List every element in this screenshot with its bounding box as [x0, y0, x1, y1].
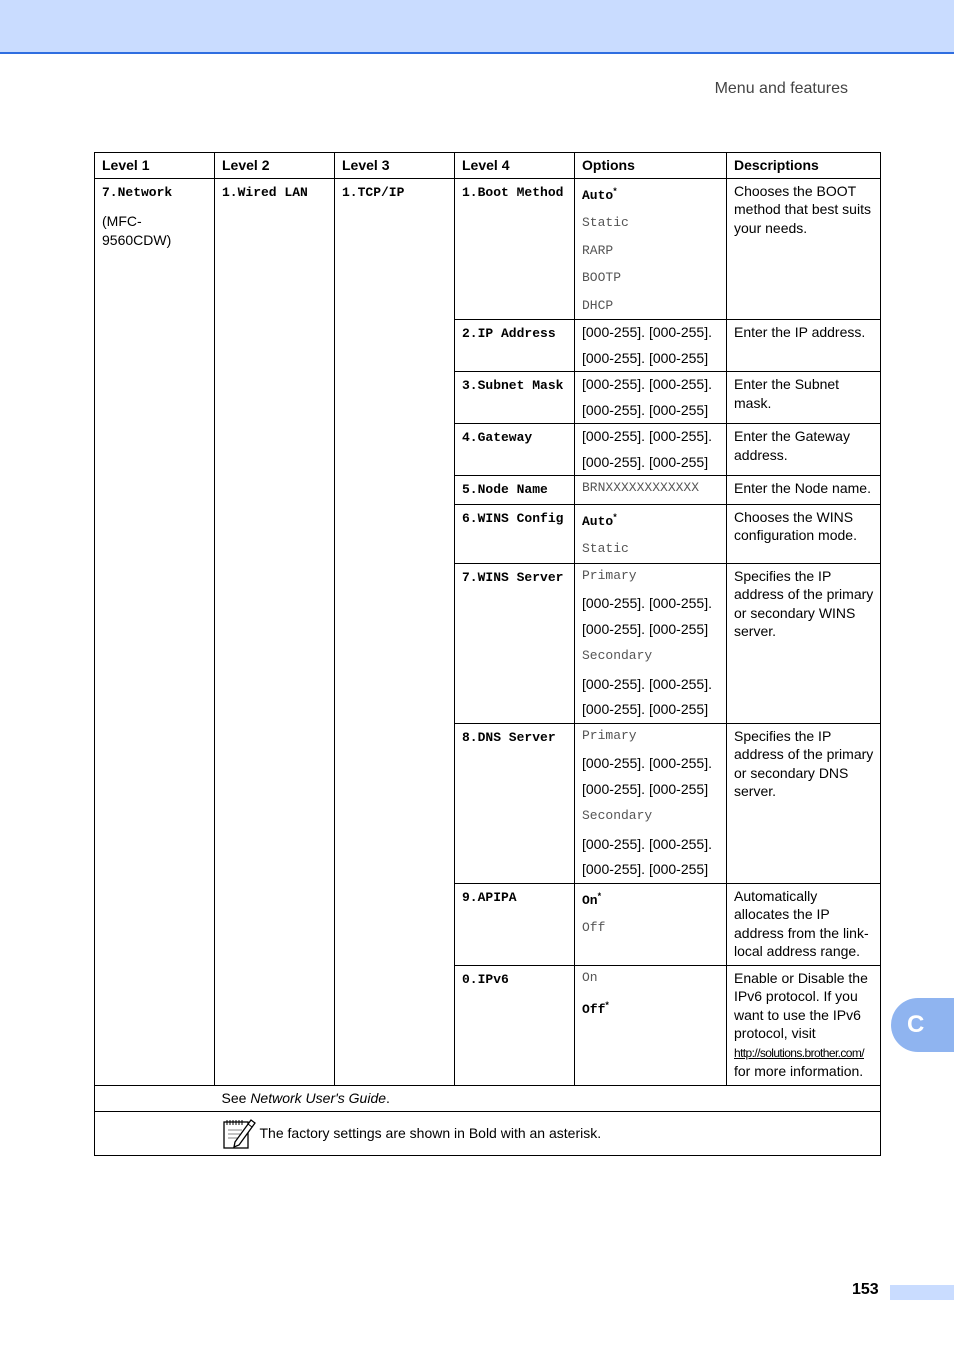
- header-level-2: Level 2: [215, 153, 335, 179]
- table-header-row: [95, 153, 881, 179]
- header-options: Options: [575, 153, 727, 179]
- level3-tcp-ip: 1.TCP/IP: [342, 184, 405, 200]
- option-on-default: On*: [582, 890, 602, 908]
- options-wins-server: Primary [000-255]. [000-255]. [000-255]. [000-255] Secondary [000-255]. [000-255]. [000-255]. [000-255]: [575, 563, 727, 723]
- section-title: Menu and features: [714, 80, 848, 97]
- header-descriptions: Descriptions: [727, 153, 881, 179]
- option-auto-default: Auto*: [582, 511, 617, 529]
- level1-network: 7.Network: [102, 184, 173, 200]
- level3-cell: [335, 178, 455, 1085]
- level4-node-name: 5.Node Name: [455, 476, 575, 505]
- solutions-link[interactable]: http://solutions.brother.com/: [734, 1045, 865, 1060]
- table-row: [95, 178, 881, 320]
- desc-ipv6: Enable or Disable the IPv6 protocol. If you want to use the IPv6 protocol, visit http://solutions.brother.com/ for more information.: [727, 965, 881, 1085]
- desc-dns-server: Specifies the IP address of the primary or secondary DNS server.: [727, 723, 881, 883]
- options-apipa: [575, 883, 727, 965]
- level4-gateway: 4.Gateway: [455, 424, 575, 476]
- header-level-4: Level 4: [455, 153, 575, 179]
- options-ipv6: [575, 965, 727, 1085]
- option-primary: Primary: [582, 727, 637, 743]
- desc-gateway: Enter the Gateway address.: [727, 424, 881, 476]
- page-band: [890, 1285, 954, 1300]
- desc-subnet-mask: Enter the Subnet mask.: [727, 372, 881, 424]
- level4-boot-method: 1.Boot Method: [455, 178, 575, 320]
- level4-ip-address: 2.IP Address: [455, 320, 575, 372]
- menu-table: [94, 152, 881, 1156]
- desc-wins-server: Specifies the IP address of the primary or secondary WINS server.: [727, 563, 881, 723]
- option-auto-default: Auto*: [582, 185, 617, 203]
- desc-wins-config: Chooses the WINS configuration mode.: [727, 504, 881, 563]
- desc-apipa: Automatically allocates the IP address from the link-local address range.: [727, 883, 881, 965]
- see-guide-text: See Network User's Guide.: [215, 1085, 881, 1112]
- option-bootp: BOOTP: [582, 270, 622, 285]
- chapter-letter: C: [907, 1011, 925, 1038]
- options-subnet-mask: [000-255]. [000-255]. [000-255]. [000-255]: [575, 372, 727, 424]
- option-primary: Primary: [582, 567, 637, 583]
- option-off-default: Off*: [582, 1000, 609, 1017]
- level4-wins-server: 7.WINS Server: [455, 563, 575, 723]
- top-band: [0, 0, 954, 54]
- options-dns-server: Primary [000-255]. [000-255]. [000-255]. [000-255] Secondary [000-255]. [000-255]. [000-255]. [000-255]: [575, 723, 727, 883]
- chapter-tab[interactable]: [891, 998, 954, 1052]
- options-node-name: BRNXXXXXXXXXXXX: [575, 476, 727, 505]
- options-ip-address: [000-255]. [000-255]. [000-255]. [000-255]: [575, 320, 727, 372]
- option-secondary: Secondary: [582, 648, 653, 663]
- header-level-3: Level 3: [335, 153, 455, 179]
- level1-model: (MFC-9560CDW): [102, 213, 172, 248]
- level4-dns-server: 8.DNS Server: [455, 723, 575, 883]
- option-on: On: [582, 969, 598, 985]
- level4-wins-config: 6.WINS Config: [455, 504, 575, 563]
- network-users-guide: Network User's Guide: [250, 1089, 387, 1106]
- option-dhcp: DHCP: [582, 297, 614, 313]
- options-boot-method: [575, 178, 727, 320]
- options-gateway: [000-255]. [000-255]. [000-255]. [000-255]: [575, 424, 727, 476]
- factory-note: The factory settings are shown in Bold with an asterisk.: [215, 1112, 881, 1156]
- option-secondary: Secondary: [582, 808, 653, 823]
- option-rarp: RARP: [582, 242, 614, 258]
- note-row: [95, 1112, 881, 1156]
- options-wins-config: [575, 504, 727, 563]
- page-number: 153: [852, 1281, 879, 1298]
- option-static: Static: [582, 215, 629, 230]
- desc-boot-method: Chooses the BOOT method that best suits your needs.: [727, 178, 881, 320]
- note-pencil-icon: [222, 1116, 256, 1150]
- desc-node-name: Enter the Node name.: [727, 476, 881, 505]
- level1-cell: [95, 178, 215, 1085]
- level2-cell: [215, 178, 335, 1085]
- level4-apipa: 9.APIPA: [455, 883, 575, 965]
- level4-ipv6: 0.IPv6: [455, 965, 575, 1085]
- desc-ip-address: Enter the IP address.: [727, 320, 881, 372]
- header-level-1: Level 1: [95, 153, 215, 179]
- option-off: Off: [582, 920, 606, 935]
- see-guide-row: [95, 1085, 881, 1112]
- option-static: Static: [582, 541, 629, 556]
- level4-subnet-mask: 3.Subnet Mask: [455, 372, 575, 424]
- level2-wired-lan: 1.Wired LAN: [222, 184, 308, 200]
